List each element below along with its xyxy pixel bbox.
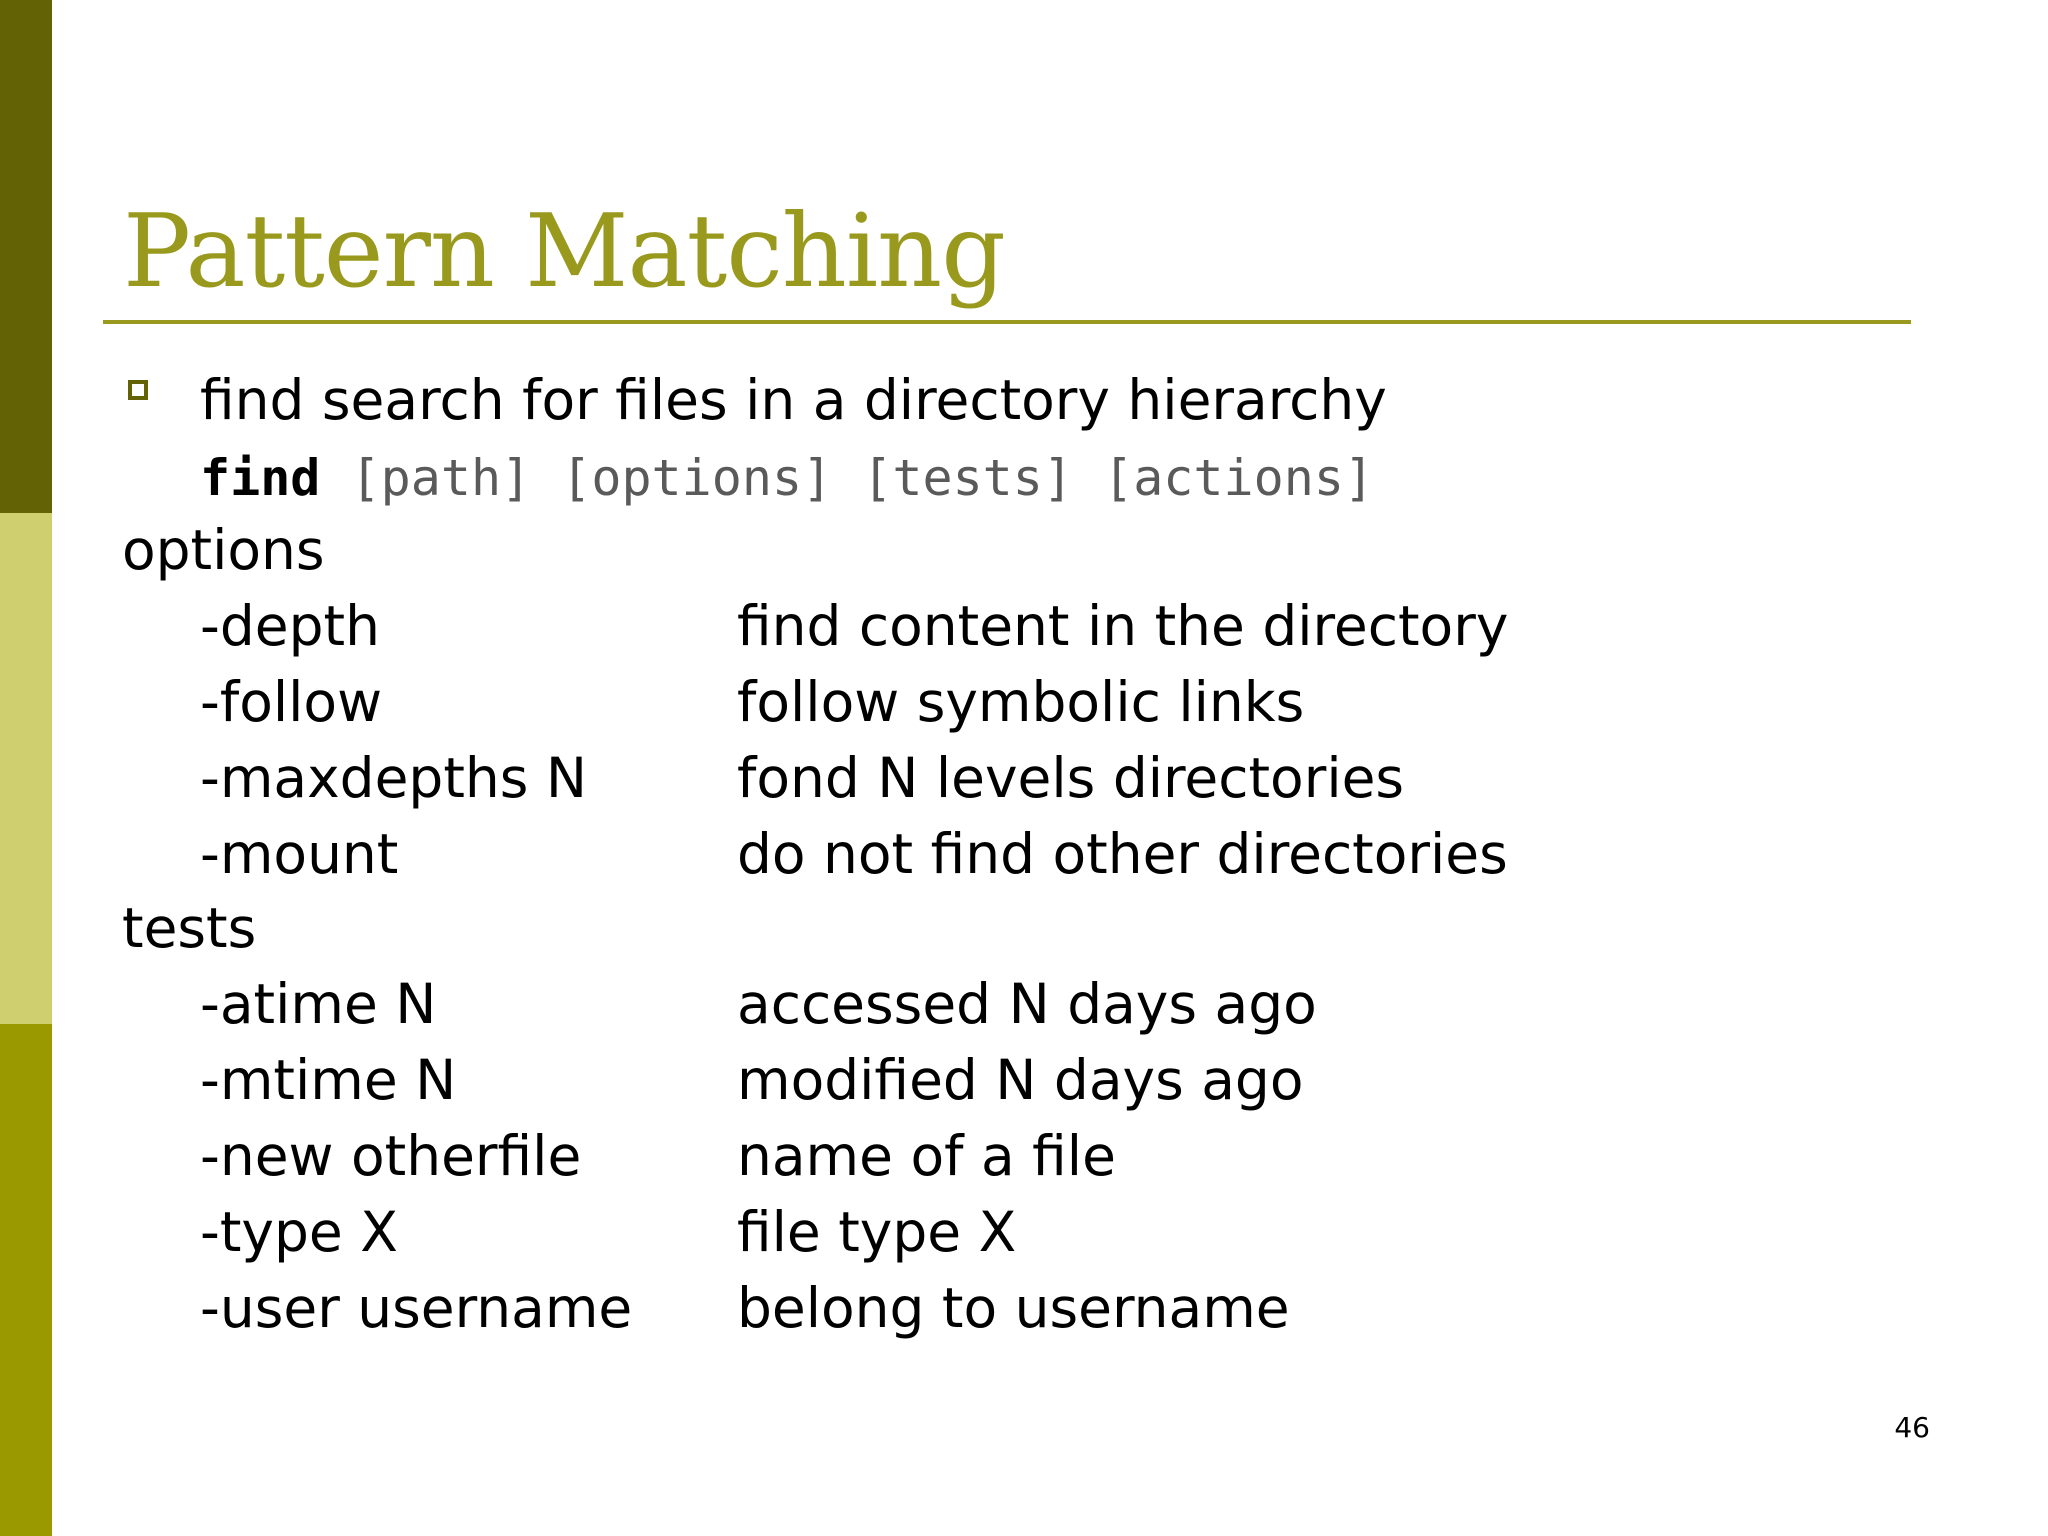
test-flag: -atime N	[200, 972, 437, 1036]
option-description: find content in the directory	[737, 594, 1509, 658]
option-description: follow symbolic links	[737, 670, 1305, 734]
test-flag: -type X	[200, 1200, 398, 1264]
tests-heading: tests	[122, 896, 257, 960]
test-flag: -user username	[200, 1276, 633, 1340]
test-description: modified N days ago	[737, 1048, 1304, 1112]
bullet-text: find search for files in a directory hierarchy	[200, 368, 1387, 432]
slide-title: Pattern Matching	[123, 192, 1005, 310]
test-flag: -mtime N	[200, 1048, 457, 1112]
test-description: accessed N days ago	[737, 972, 1317, 1036]
side-bar-bottom	[0, 1024, 52, 1536]
option-flag: -depth	[200, 594, 380, 658]
command-syntax	[200, 440, 1374, 516]
option-description: do not find other directories	[737, 822, 1508, 886]
test-flag: -new otherfile	[200, 1124, 582, 1188]
page-number: 46	[1894, 1411, 1930, 1444]
option-description: fond N levels directories	[737, 746, 1405, 810]
test-description: belong to username	[737, 1276, 1290, 1340]
side-bar-middle	[0, 513, 52, 1024]
options-heading: options	[122, 518, 325, 582]
square-bullet-icon	[128, 380, 148, 400]
option-flag: -maxdepths N	[200, 746, 588, 810]
option-flag: -follow	[200, 670, 383, 734]
title-divider	[103, 320, 1911, 324]
command-arguments: [path] [options] [tests] [actions]	[350, 449, 1375, 507]
side-bar-top	[0, 0, 52, 513]
command-name: find	[200, 449, 321, 507]
test-description: file type X	[737, 1200, 1017, 1264]
test-description: name of a file	[737, 1124, 1116, 1188]
option-flag: -mount	[200, 822, 399, 886]
